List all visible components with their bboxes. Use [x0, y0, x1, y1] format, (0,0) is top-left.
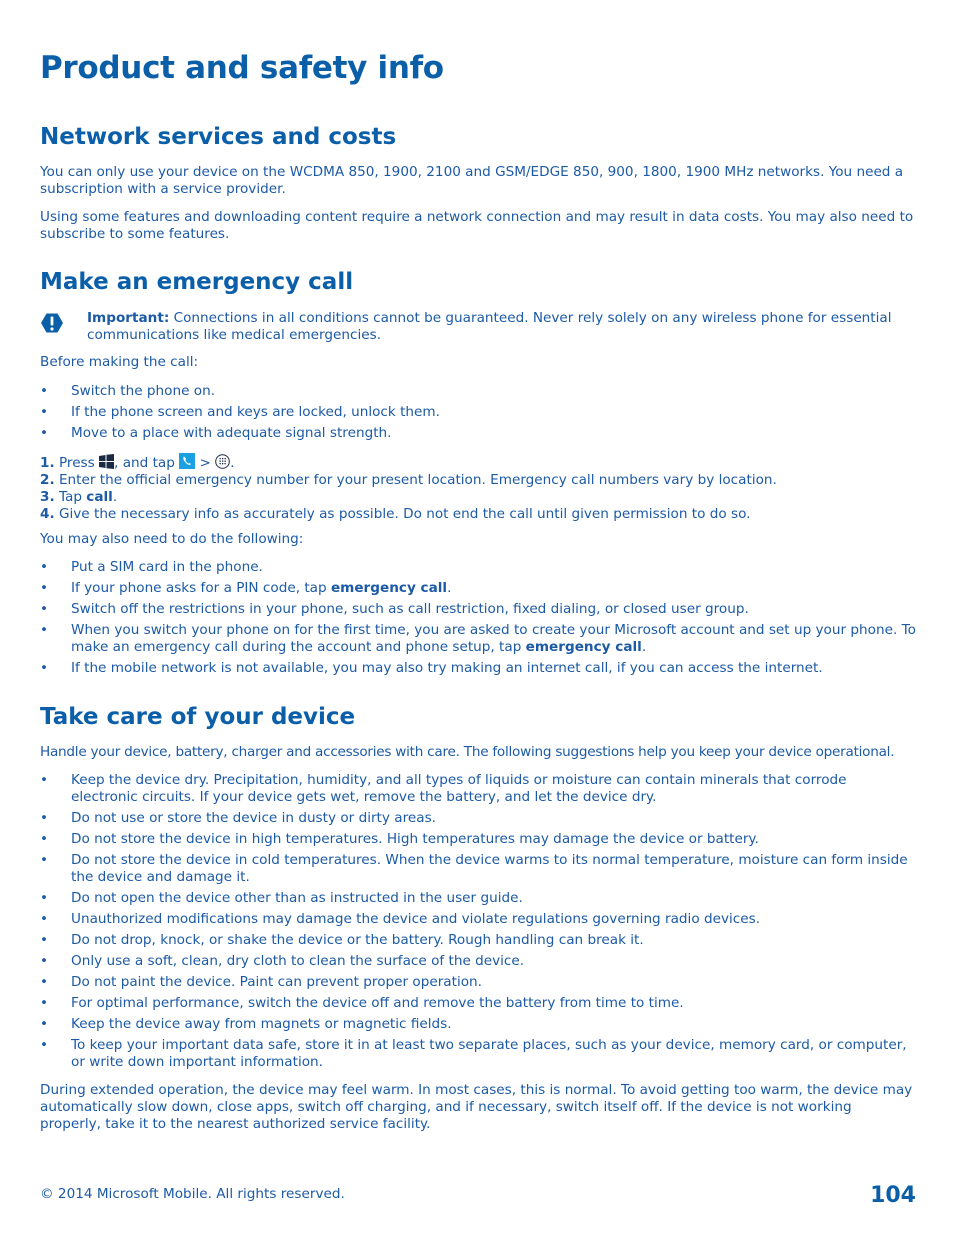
list-item-text: .: [447, 580, 452, 596]
step-text: >: [195, 455, 216, 471]
important-note: [87, 310, 916, 344]
keypad-icon: [215, 454, 230, 469]
care-outro: During extended operation, the device may feel warm. In most cases, this is normal. To avoid getting too warm, the device may automatically slow down, close apps, switch off charging, and if necessary, switch itself off. If the device is not working properly, take it to the nearest authorized service facility.: [40, 1082, 913, 1132]
list-item-text: Only use a soft, clean, dry cloth to clean the surface of the device.: [71, 953, 525, 969]
page-number: 104: [870, 1183, 916, 1208]
list-item: [40, 1037, 916, 1071]
bullet: •: [40, 425, 49, 441]
also-list: [40, 559, 916, 681]
list-item: [40, 622, 916, 656]
list-item-text: If the mobile network is not available, you may also try making an internet call, if you can access the internet.: [71, 660, 823, 676]
important-icon: [40, 311, 64, 335]
step-3: [40, 489, 916, 506]
step-text: .: [112, 489, 118, 505]
list-item: [40, 810, 916, 827]
care-intro-block: [40, 744, 920, 761]
step-text: Tap: [54, 489, 87, 505]
list-item-text: Unauthorized modifications may damage the device and violate regulations governing radio devices.: [71, 911, 761, 927]
step-number: 3.: [40, 489, 55, 505]
before-intro: Before making the call:: [40, 354, 199, 370]
step-text: Press: [54, 455, 100, 471]
list-item-text: Move to a place with adequate signal strength.: [71, 425, 392, 441]
list-item-text: To keep your important data safe, store it in at least two separate places, such as your device, memory card, or computer, or write down important information.: [71, 1037, 907, 1070]
list-item: [40, 404, 916, 421]
phone-tile-icon: [179, 453, 195, 469]
list-item-text: Put a SIM card in the phone.: [71, 559, 263, 575]
bullet: •: [40, 404, 49, 420]
care-heading: Take care of your device: [40, 704, 356, 730]
also-intro: You may also need to do the following:: [40, 531, 304, 547]
list-item-bold: emergency call: [330, 580, 448, 596]
list-item: [40, 953, 916, 970]
step-text: .: [230, 455, 235, 471]
list-item: [40, 974, 916, 991]
list-item: [40, 580, 916, 597]
list-item-text: Switch the phone on.: [71, 383, 216, 399]
step-4: [40, 506, 916, 523]
step-2: [40, 472, 916, 489]
bullet: •: [40, 810, 49, 826]
list-item-text: Do not open the device other than as instructed in the user guide.: [71, 890, 523, 906]
bullet: •: [40, 660, 49, 676]
step-text: Give the necessary info as accurately as possible. Do not end the call until given permission to do so.: [54, 506, 751, 522]
care-list: [40, 772, 916, 1075]
care-outro-block: [40, 1082, 916, 1133]
bullet: •: [40, 601, 49, 617]
list-item: [40, 559, 916, 576]
list-item-text: .: [641, 639, 647, 655]
list-item: [40, 831, 916, 848]
step-1: [40, 453, 916, 472]
list-item-text: Do not use or store the device in dusty or dirty areas.: [71, 810, 436, 826]
list-item: [40, 772, 916, 806]
bullet: •: [40, 772, 49, 788]
network-paragraph-2: Using some features and downloading content require a network connection and may result in data costs. You may also need to subscribe to some features.: [40, 209, 914, 242]
list-item: [40, 995, 916, 1012]
list-item: [40, 425, 916, 442]
important-text: Connections in all conditions cannot be guaranteed. Never rely solely on any wireless phone for essential communications like medical emergencies.: [87, 310, 892, 343]
step-number: 4.: [40, 506, 55, 522]
network-heading: Network services and costs: [40, 124, 397, 150]
windows-icon: [99, 454, 114, 469]
bullet: •: [40, 559, 49, 575]
list-item-text: Do not drop, knock, or shake the device or the battery. Rough handling can break it.: [71, 932, 644, 948]
list-item: [40, 660, 916, 677]
before-list: [40, 383, 916, 446]
step-bold: call: [86, 489, 113, 505]
bullet: •: [40, 852, 49, 868]
before-section: [40, 354, 916, 371]
step-text: , and tap: [114, 455, 180, 471]
list-item-text: Do not store the device in cold temperatures. When the device warms to its normal temperature, moisture can form inside the device and damage it.: [71, 852, 908, 885]
list-item-text: Keep the device dry. Precipitation, humidity, and all types of liquids or moisture can contain minerals that corrode electronic circuits. If your device gets wet, remove the battery, and let the device dry.: [71, 772, 847, 805]
care-intro: Handle your device, battery, charger and accessories with care. The following suggestions help you keep your device operational.: [40, 744, 895, 760]
also-section: [40, 531, 916, 548]
list-item-text: If the phone screen and keys are locked, unlock them.: [71, 404, 440, 420]
emergency-heading: Make an emergency call: [40, 269, 354, 295]
bullet: •: [40, 383, 49, 399]
page-title: Product and safety info: [40, 50, 444, 86]
bullet: •: [40, 580, 49, 596]
bullet: •: [40, 953, 49, 969]
list-item-text: Switch off the restrictions in your phone, such as call restriction, fixed dialing, or closed user group.: [71, 601, 749, 617]
list-item-text: Do not store the device in high temperatures. High temperatures may damage the device or battery.: [71, 831, 759, 847]
list-item-text: For optimal performance, switch the device off and remove the battery from time to time.: [71, 995, 684, 1011]
list-item-text: When you switch your phone on for the first time, you are asked to create your Microsoft account and set up your phone. To make an emergency call during the account and phone setup, tap: [71, 622, 916, 655]
bullet: •: [40, 831, 49, 847]
list-item-text: Do not paint the device. Paint can prevent proper operation.: [71, 974, 482, 990]
important-label: Important:: [87, 310, 170, 326]
bullet: •: [40, 974, 49, 990]
bullet: •: [40, 622, 49, 638]
copyright: © 2014 Microsoft Mobile. All rights reserved.: [40, 1186, 345, 1202]
network-section: [40, 164, 916, 243]
list-item-text: Keep the device away from magnets or magnetic fields.: [71, 1016, 452, 1032]
list-item: [40, 911, 916, 928]
list-item: [40, 852, 916, 886]
list-item: [40, 890, 916, 907]
bullet: •: [40, 932, 49, 948]
steps-list: [40, 453, 916, 523]
bullet: •: [40, 1016, 49, 1032]
list-item-bold: emergency call: [525, 639, 642, 655]
bullet: •: [40, 911, 49, 927]
step-number: 2.: [40, 472, 55, 488]
list-item: [40, 932, 916, 949]
bullet: •: [40, 890, 49, 906]
list-item: [40, 601, 916, 618]
list-item: [40, 383, 916, 400]
network-paragraph-1: You can only use your device on the WCDMA 850, 1900, 2100 and GSM/EDGE 850, 900, 1800, 1900 MHz networks. You need a subscription with a service provider.: [40, 164, 904, 197]
bullet: •: [40, 995, 49, 1011]
step-number: 1.: [40, 455, 55, 471]
list-item-text: If your phone asks for a PIN code, tap: [71, 580, 331, 596]
list-item: [40, 1016, 916, 1033]
step-text: Enter the official emergency number for your present location. Emergency call numbers vary by location.: [54, 472, 777, 488]
bullet: •: [40, 1037, 49, 1053]
